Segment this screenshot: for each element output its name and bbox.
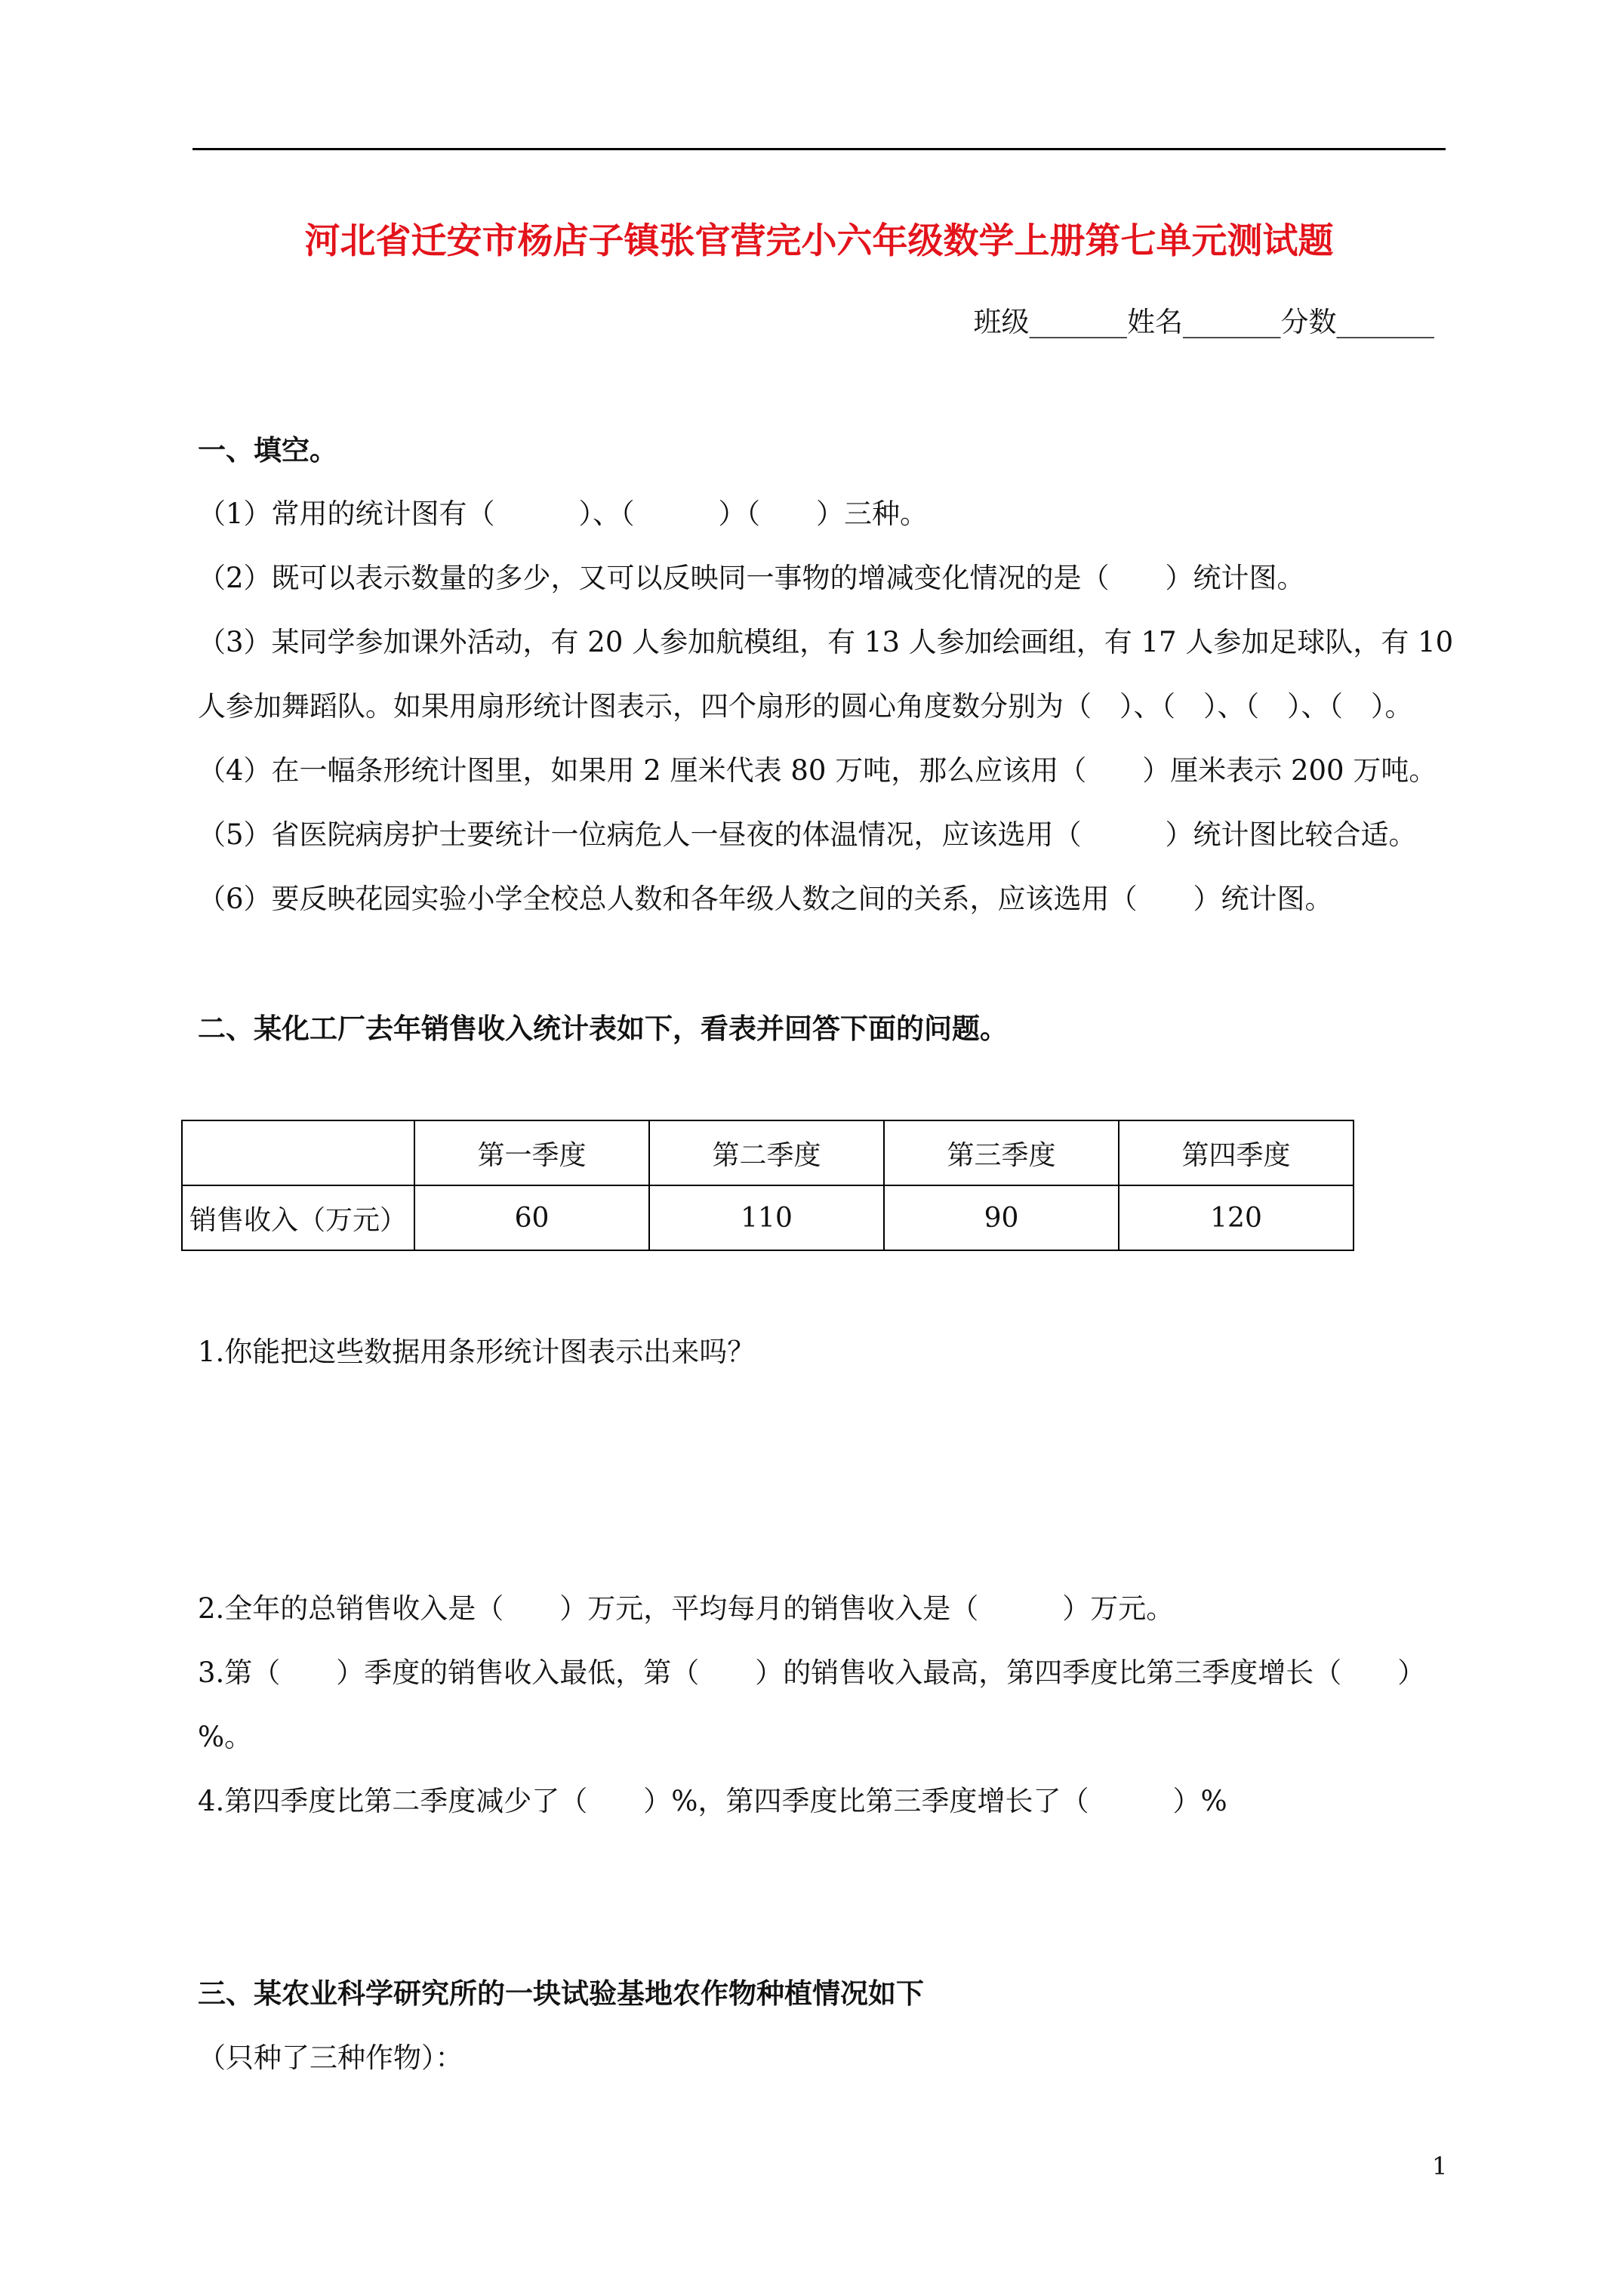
- section2-question-4: 4.第四季度比第二季度减少了（ ）%，第四季度比第三季度增长了（ ）%: [198, 1785, 1227, 1817]
- fill-question-6: （6）要反映花园实验小学全校总人数和各年级人数之间的关系，应该选用（ ）统计图。: [198, 883, 1333, 915]
- section2-question-3-line2: %。: [198, 1721, 253, 1753]
- table-cell: 90: [884, 1185, 1119, 1250]
- fill-question-3-line1: （3）某同学参加课外活动，有 20 人参加航模组，有 13 人参加绘画组，有 17 人参加足球队，有 10: [198, 626, 1454, 658]
- sales-table: [181, 1120, 1354, 1251]
- section2-question-1: 1.你能把这些数据用条形统计图表示出来吗？: [198, 1336, 756, 1368]
- table-header-cell: 第二季度: [649, 1120, 884, 1185]
- table-header-cell: 第四季度: [1119, 1120, 1354, 1185]
- fill-question-4: （4）在一幅条形统计图里，如果用 2 厘米代表 80 万吨，那么应该用（ ）厘米表示 200 万吨。: [198, 754, 1437, 787]
- student-info-line: 班级_______姓名_______分数_______: [973, 306, 1434, 338]
- table-cell: 120: [1119, 1185, 1354, 1250]
- section2-question-3-line1: 3.第（ ）季度的销售收入最低，第（ ）的销售收入最高，第四季度比第三季度增长（ ）: [198, 1657, 1426, 1689]
- page-title: 河北省迁安市杨店子镇张官营完小六年级数学上册第七单元测试题: [304, 220, 1334, 262]
- header-rule: [192, 148, 1446, 150]
- section1-heading: 一、填空。: [198, 433, 337, 467]
- table-cell: 60: [414, 1185, 649, 1250]
- table-cell: 110: [649, 1185, 884, 1250]
- fill-question-2: （2）既可以表示数量的多少，又可以反映同一事物的增减变化情况的是（ ）统计图。: [198, 562, 1305, 594]
- section3-heading: 三、某农业科学研究所的一块试验基地农作物种植情况如下: [198, 1977, 924, 2010]
- table-header-cell: 第三季度: [884, 1120, 1119, 1185]
- table-corner-cell: [182, 1120, 414, 1185]
- section3-subline: （只种了三种作物）：: [198, 2042, 463, 2074]
- section2-heading: 二、某化工厂去年销售收入统计表如下，看表并回答下面的问题。: [198, 1012, 1008, 1045]
- table-header-row: [182, 1120, 1354, 1185]
- fill-question-3-line2: 人参加舞蹈队。如果用扇形统计图表示，四个扇形的圆心角度数分别为（ ）、（ ）、（ ）、（ ）。: [198, 690, 1413, 723]
- fill-question-5: （5）省医院病房护士要统计一位病危人一昼夜的体温情况，应该选用（ ）统计图比较合适。: [198, 818, 1417, 851]
- table-header-cell: 第一季度: [414, 1120, 649, 1185]
- page-number: 1: [1432, 2152, 1448, 2180]
- table-row-label: 销售收入（万元）: [182, 1185, 414, 1250]
- table-row: [182, 1185, 1354, 1250]
- fill-question-1: （1）常用的统计图有（ ）、（ ）（ ）三种。: [198, 498, 929, 530]
- section2-question-2: 2.全年的总销售收入是（ ）万元，平均每月的销售收入是（ ）万元。: [198, 1592, 1175, 1625]
